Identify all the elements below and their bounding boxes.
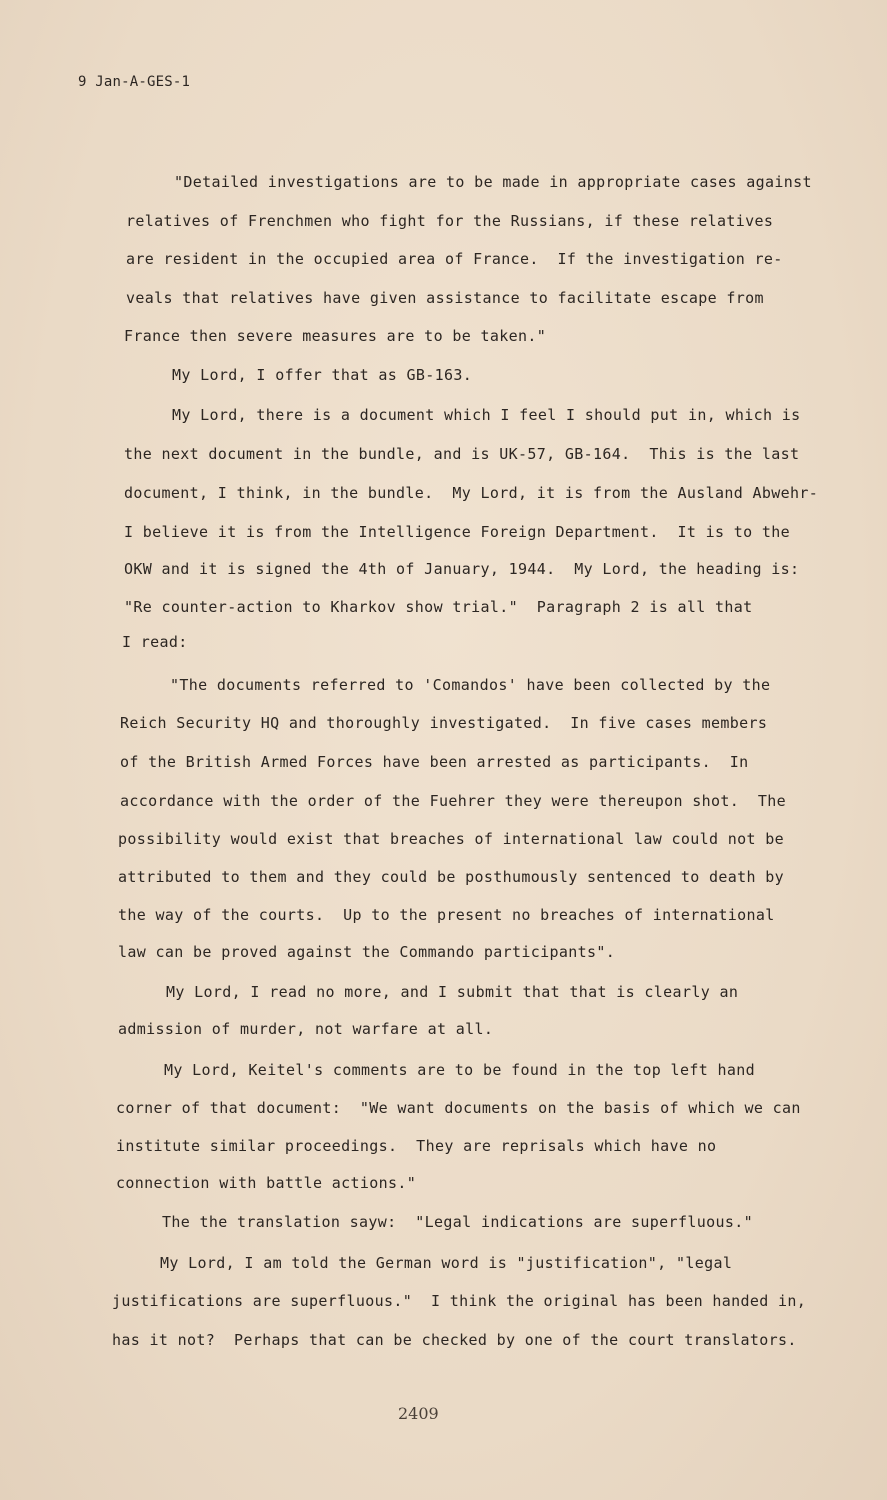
text-line: veals that relatives have given assistance to facilitate escape from [126, 289, 764, 307]
text-line: accordance with the order of the Fuehrer they were thereupon shot. The [120, 792, 787, 810]
text-line: corner of that document: "We want documents on the basis of which we can [116, 1099, 801, 1117]
text-line: justifications are superfluous." I think the original has been handed in, [112, 1292, 807, 1310]
text-line: I read: [122, 633, 188, 651]
text-line: "Re counter-action to Kharkov show trial." Paragraph 2 is all that [124, 598, 753, 616]
text-line: attributed to them and they could be posthumously sentenced to death by [118, 868, 785, 886]
text-line: My Lord, Keitel's comments are to be found in the top left hand [164, 1061, 755, 1079]
text-line: connection with battle actions." [116, 1174, 417, 1192]
text-line: admission of murder, not warfare at all. [118, 1020, 494, 1038]
text-line: "The documents referred to 'Comandos' have been collected by the [170, 676, 771, 694]
text-line: possibility would exist that breaches of international law could not be [118, 830, 785, 848]
text-line: "Detailed investigations are to be made in appropriate cases against [174, 173, 812, 191]
text-line: My Lord, I read no more, and I submit that that is clearly an [166, 983, 739, 1001]
text-line: I believe it is from the Intelligence Foreign Department. It is to the [124, 523, 791, 541]
document-reference: 9 Jan-A-GES-1 [78, 74, 191, 90]
text-line: My Lord, I offer that as GB-163. [172, 366, 473, 384]
text-line: France then severe measures are to be taken." [124, 327, 547, 345]
text-line: My Lord, I am told the German word is "justification", "legal [160, 1254, 733, 1272]
text-line: My Lord, there is a document which I feel I should put in, which is [172, 406, 801, 424]
page-number: 2409 [398, 1404, 439, 1423]
text-line: The the translation sayw: "Legal indications are superfluous." [162, 1213, 753, 1231]
text-line: are resident in the occupied area of France. If the investigation re- [126, 250, 783, 268]
text-line: of the British Armed Forces have been arrested as participants. In [120, 753, 749, 771]
text-line: document, I think, in the bundle. My Lord, it is from the Ausland Abwehr- [124, 484, 819, 502]
text-line: institute similar proceedings. They are reprisals which have no [116, 1137, 717, 1155]
text-line: OKW and it is signed the 4th of January, 1944. My Lord, the heading is: [124, 560, 800, 578]
text-line: relatives of Frenchmen who fight for the Russians, if these relatives [126, 212, 774, 230]
text-line: has it not? Perhaps that can be checked by one of the court translators. [112, 1331, 797, 1349]
text-line: the way of the courts. Up to the present no breaches of international [118, 906, 775, 924]
text-line: law can be proved against the Commando participants". [118, 943, 616, 961]
text-line: Reich Security HQ and thoroughly investigated. In five cases members [120, 714, 768, 732]
text-line: the next document in the bundle, and is UK-57, GB-164. This is the last [124, 445, 800, 463]
